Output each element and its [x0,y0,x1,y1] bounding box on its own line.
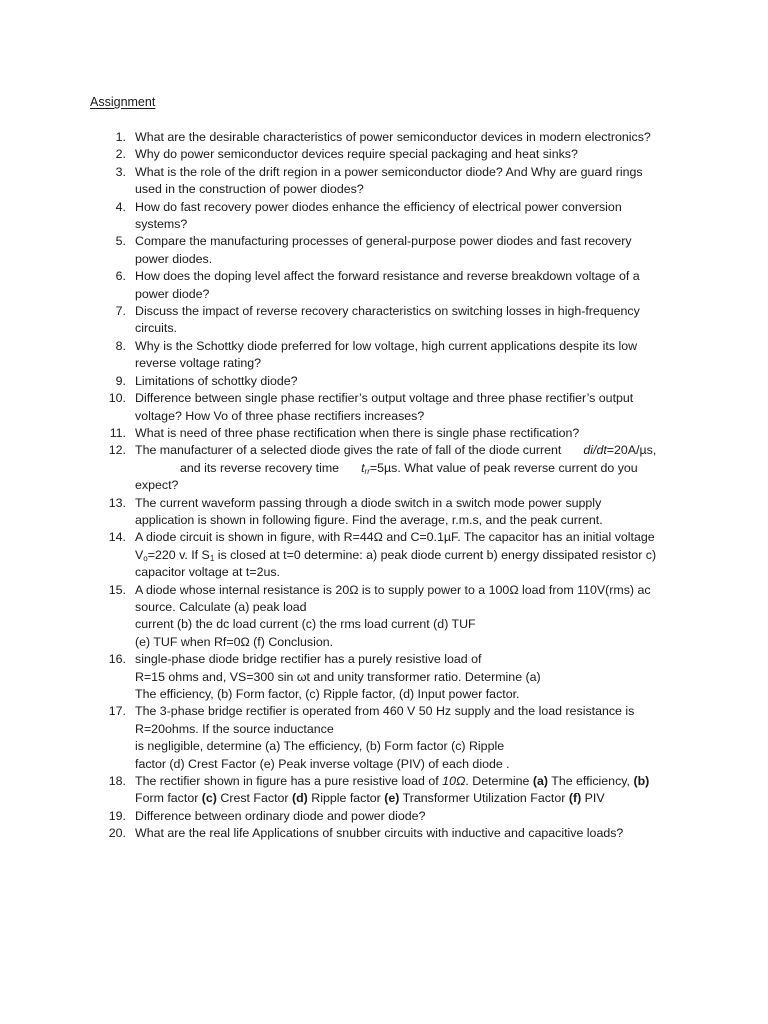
question-6 [90,268,690,303]
bold-label: (f) [568,791,582,806]
question-4 [90,199,690,234]
question-text: voltage? How Vo of three phase rectifiers increases? [135,408,425,423]
question-text [135,460,690,477]
question-15 [90,582,690,652]
question-number: 14. [108,530,126,545]
question-3 [90,164,690,199]
question-number: 10. [108,391,126,406]
question-text: application is shown in following figure. Find the average, r.m.s, and the peak current. [135,512,603,527]
formula-italic: 10Ω [442,774,466,789]
question-14 [90,529,690,581]
question-10 [90,390,690,425]
question-number: 4. [115,199,126,214]
text-run: PIV [581,791,605,806]
question-text: A diode circuit is shown in figure, with R=44Ω and C=0.1µF. The capacitor has an initial voltage [135,530,655,545]
question-text: source. Calculate (a) peak load [135,599,307,614]
question-text [135,547,690,564]
question-2 [90,146,690,163]
question-text: R=15 ohms and, VS=300 sin ωt and unity transformer ratio. Determine (a) [135,669,541,684]
question-number: 8. [115,338,126,353]
question-text: reverse voltage rating? [135,356,262,371]
question-text: power diode? [135,286,210,301]
question-8 [90,338,690,373]
question-text: How do fast recovery power diodes enhance the efficiency of electrical power conversion [135,199,622,214]
text-run: and its reverse recovery time [180,460,340,475]
formula-italic: di/dt [583,443,607,458]
text-run: =5µs. What value of peak reverse current do you [369,460,638,475]
question-text: capacitor voltage at t=2us. [135,565,280,580]
question-text: What is the role of the drift region in a power semiconductor diode? And Why are guard rings [135,164,643,179]
question-list [90,129,690,843]
question-12 [90,442,690,494]
question-number: 6. [115,269,126,284]
question-number: 9. [115,373,126,388]
text-run: Ripple factor [307,791,385,806]
question-number: 12. [108,443,126,458]
bold-label: (b) [633,774,650,789]
question-text: The current waveform passing through a diode switch in a switch mode power supply [135,495,602,510]
bold-label: (d) [291,791,308,806]
question-11 [90,425,690,442]
question-text: Difference between ordinary diode and power diode? [135,808,426,823]
question-text: How does the doping level affect the forward resistance and reverse breakdown voltage of a [135,269,640,284]
text-run: The rectifier shown in figure has a pure resistive load of [135,774,443,789]
question-text [135,773,690,790]
question-text: circuits. [135,321,177,336]
question-number: 1. [115,130,126,144]
question-text: Why is the Schottky diode preferred for low voltage, high current applications despite its low [135,338,638,353]
question-number: 2. [115,147,126,162]
question-number: 5. [115,234,126,249]
question-text [135,790,690,807]
document-title: Assignment [90,95,156,109]
question-text: systems? [135,217,188,232]
subscript: 1 [209,553,215,563]
question-text: The efficiency, (b) Form factor, (c) Ripple factor, (d) Input power factor. [135,687,520,701]
question-7 [90,303,690,338]
formula-italic: t [361,460,365,475]
question-text: Why do power semiconductor devices require special packaging and heat sinks? [135,147,578,162]
question-text: single-phase diode bridge rectifier has a purely resistive load of [135,652,482,667]
question-17 [90,703,690,773]
question-text: is negligible, determine (a) The efficiency, (b) Form factor (c) Ripple [135,739,505,754]
question-text: (e) TUF when Rf=0Ω (f) Conclusion. [135,634,334,649]
text-run: . Determine [465,774,533,789]
question-16 [90,651,690,703]
question-18 [90,773,690,808]
question-number: 17. [108,704,126,719]
question-text [135,442,690,459]
question-text: current (b) the dc load current (c) the rms load current (d) TUF [135,617,476,632]
question-text: used in the construction of power diodes? [135,182,364,197]
question-text: What are the real life Applications of snubber circuits with inductive and capacitive loads? [135,826,624,841]
question-number: 20. [108,826,126,841]
question-19 [90,808,690,825]
question-number: 11. [109,425,126,440]
question-number: 3. [115,164,126,179]
question-text: What is need of three phase rectification when there is single phase rectification? [135,425,580,440]
question-number: 7. [115,304,126,319]
question-text: A diode whose internal resistance is 20Ω is to supply power to a 100Ω load from 110V(rms) ac [135,582,651,597]
text-run: =20A/µs, [606,443,657,458]
question-number: 13. [108,495,126,510]
question-1 [90,129,690,146]
question-text: Compare the manufacturing processes of general-purpose power diodes and fast recovery [135,234,632,249]
question-text: factor (d) Crest Factor (e) Peak inverse voltage (PIV) of each diode . [135,756,510,771]
question-20 [90,825,690,842]
text-run: Transformer Utilization Factor [399,791,569,806]
question-13 [90,495,690,530]
question-number: 18. [108,774,126,789]
subscript: o [143,553,148,563]
text-run: V [135,547,144,562]
question-text: expect? [135,478,179,493]
question-number: 16. [108,652,126,667]
question-text: power diodes. [135,251,213,266]
text-run: Form factor [135,791,202,806]
question-5 [90,233,690,268]
text-run: is closed at t=0 determine: a) peak diode current b) energy dissipated resistor c) [214,547,657,562]
text-run: =220 v. If S [147,547,210,562]
question-text: R=20ohms. If the source inductance [135,721,334,736]
bold-label: (a) [532,774,549,789]
question-text: What are the desirable characteristics of power semiconductor devices in modern electronics? [135,130,651,144]
question-text: Difference between single phase rectifier’s output voltage and three phase rectifier’s output [135,391,634,406]
question-text: Discuss the impact of reverse recovery characteristics on switching losses in high-frequency [135,304,640,319]
bold-label: (e) [384,791,400,806]
question-text: Limitations of schottky diode? [135,373,298,388]
question-number: 15. [108,582,126,597]
question-9 [90,373,690,390]
question-text: The 3-phase bridge rectifier is operated from 460 V 50 Hz supply and the load resistance is [135,704,635,719]
text-run: The manufacturer of a selected diode gives the rate of fall of the diode current [135,443,562,458]
question-number: 19. [108,808,126,823]
text-run: The efficiency, [548,774,634,789]
text-run: Crest Factor [216,791,292,806]
formula-subscript: rr [364,466,370,476]
bold-label: (c) [201,791,217,806]
